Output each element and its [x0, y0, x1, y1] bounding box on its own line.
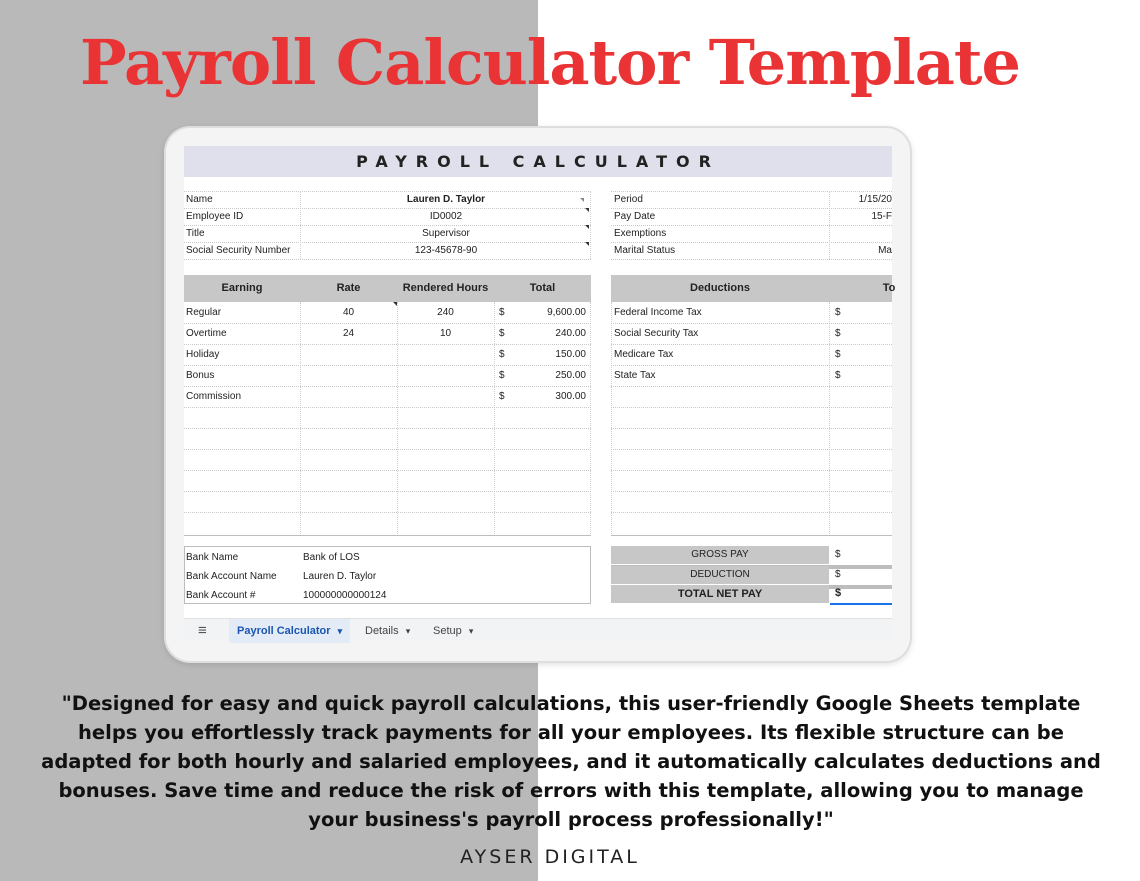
earning-total[interactable]: 250.00	[555, 370, 586, 381]
all-sheets-menu-icon[interactable]: ≡	[198, 622, 207, 639]
info-value-name[interactable]: Lauren D. Taylor	[406, 194, 486, 205]
deduction-total-currency[interactable]: $	[835, 569, 841, 580]
tab-label: Setup	[433, 625, 462, 637]
sheet-tab-bar	[184, 618, 892, 642]
deduction-total-label: DEDUCTION	[611, 566, 829, 584]
info-value-period[interactable]: 1/15/20	[858, 194, 892, 205]
total-net-pay-currency[interactable]: $	[835, 587, 842, 599]
info-value-ssn[interactable]: 123-45678-90	[414, 245, 478, 256]
earning-total[interactable]: 9,600.00	[547, 307, 586, 318]
description-text: "Designed for easy and quick payroll calculations, this user-friendly Google Sheets template helps you effortlessly track payments for all your employees. Its flexible structure can be adapted for both hourly and salaried employees, and it automatically calculates deductions and bonuses. Save time and reduce the risk of errors with this template, allowing you to manage your business's payroll process professionally!"	[41, 692, 1101, 831]
earning-hours[interactable]: 240	[437, 307, 454, 318]
info-label-pay-date: Pay Date	[614, 211, 656, 222]
earning-total[interactable]: 150.00	[555, 349, 586, 360]
chevron-down-icon[interactable]	[580, 198, 584, 202]
deduction-label: Social Security Tax	[614, 328, 699, 339]
note-marker-icon	[585, 242, 589, 246]
total-net-pay-label: TOTAL NET PAY	[611, 585, 829, 603]
bank-details-box	[184, 546, 591, 604]
chevron-down-icon[interactable]: ▾	[468, 626, 474, 636]
spreadsheet-screen	[184, 146, 896, 642]
info-value-marital-status[interactable]: Ma	[878, 245, 892, 256]
bank-name-label: Bank Name	[186, 552, 239, 563]
currency-symbol: $	[499, 349, 505, 360]
currency-symbol: $	[835, 328, 841, 339]
note-marker-icon	[585, 208, 589, 212]
currency-symbol: $	[835, 370, 841, 381]
tab-payroll-calculator[interactable]	[229, 619, 350, 643]
col-header-rate: Rate	[336, 282, 361, 294]
earning-hours[interactable]	[397, 388, 494, 405]
col-header-total: Total	[529, 282, 556, 294]
col-header-total: To	[882, 282, 896, 294]
col-header-deductions: Deductions	[690, 282, 750, 294]
info-label-employee-id: Employee ID	[186, 211, 244, 222]
earnings-header	[184, 275, 591, 302]
gross-pay-label: GROSS PAY	[611, 546, 829, 564]
info-label-ssn: Social Security Number	[186, 245, 291, 256]
info-value-pay-date[interactable]: 15-F	[871, 211, 892, 222]
earning-rate[interactable]: 40	[342, 307, 355, 318]
earning-label: Bonus	[186, 370, 215, 381]
currency-symbol: $	[499, 307, 505, 318]
bank-account-name-value[interactable]: Lauren D. Taylor	[303, 571, 377, 582]
sheet-title: PAYROLL CALCULATOR	[184, 146, 892, 177]
deduction-label: Federal Income Tax	[614, 307, 702, 318]
col-header-hours: Rendered Hours	[402, 282, 489, 294]
tab-label: Details	[365, 625, 399, 637]
earning-total[interactable]: 300.00	[555, 391, 586, 402]
bank-account-number-value[interactable]: 100000000000124	[303, 590, 387, 601]
note-marker-icon	[585, 225, 589, 229]
currency-symbol: $	[835, 349, 841, 360]
deductions-header	[611, 275, 896, 302]
brand-name: AYSER DIGITAL	[460, 846, 640, 868]
earning-hours[interactable]	[397, 367, 494, 384]
earning-label: Overtime	[186, 328, 227, 339]
info-value-exemptions[interactable]	[830, 225, 892, 242]
earning-label: Holiday	[186, 349, 220, 360]
earning-rate[interactable]	[300, 367, 397, 384]
info-value-title[interactable]: Supervisor	[422, 228, 470, 239]
col-header-earning: Earning	[221, 282, 263, 294]
tab-label: Payroll Calculator	[237, 625, 331, 637]
deduction-label: Medicare Tax	[614, 349, 674, 360]
chevron-down-icon[interactable]: ▾	[337, 626, 343, 636]
info-value-employee-id[interactable]: ID0002	[429, 211, 463, 222]
earning-hours[interactable]	[397, 346, 494, 363]
bank-name-value[interactable]: Bank of LOS	[303, 552, 360, 563]
earning-hours[interactable]: 10	[439, 328, 452, 339]
tab-details[interactable]	[357, 619, 418, 643]
earning-label: Regular	[186, 307, 222, 318]
active-cell-indicator	[830, 603, 892, 605]
currency-symbol: $	[499, 370, 505, 381]
info-label-marital-status: Marital Status	[614, 245, 676, 256]
info-label-period: Period	[614, 194, 643, 205]
currency-symbol: $	[499, 328, 505, 339]
earning-label: Commission	[186, 391, 242, 402]
info-label-name: Name	[186, 194, 213, 205]
gross-pay-currency[interactable]: $	[835, 549, 841, 560]
bank-account-number-label: Bank Account #	[186, 590, 256, 601]
bank-account-name-label: Bank Account Name	[186, 571, 277, 582]
chevron-down-icon[interactable]: ▾	[405, 626, 411, 636]
currency-symbol: $	[499, 391, 505, 402]
earning-rate[interactable]	[300, 346, 397, 363]
earning-rate[interactable]: 24	[342, 328, 355, 339]
tablet-frame	[166, 128, 910, 661]
tab-setup[interactable]	[425, 619, 481, 643]
earning-rate[interactable]	[300, 388, 397, 405]
page-headline: Payroll Calculator Template	[80, 26, 1020, 99]
currency-symbol: $	[835, 307, 841, 318]
info-label-title: Title	[186, 228, 205, 239]
info-label-exemptions: Exemptions	[614, 228, 667, 239]
earning-total[interactable]: 240.00	[555, 328, 586, 339]
deduction-label: State Tax	[614, 370, 656, 381]
